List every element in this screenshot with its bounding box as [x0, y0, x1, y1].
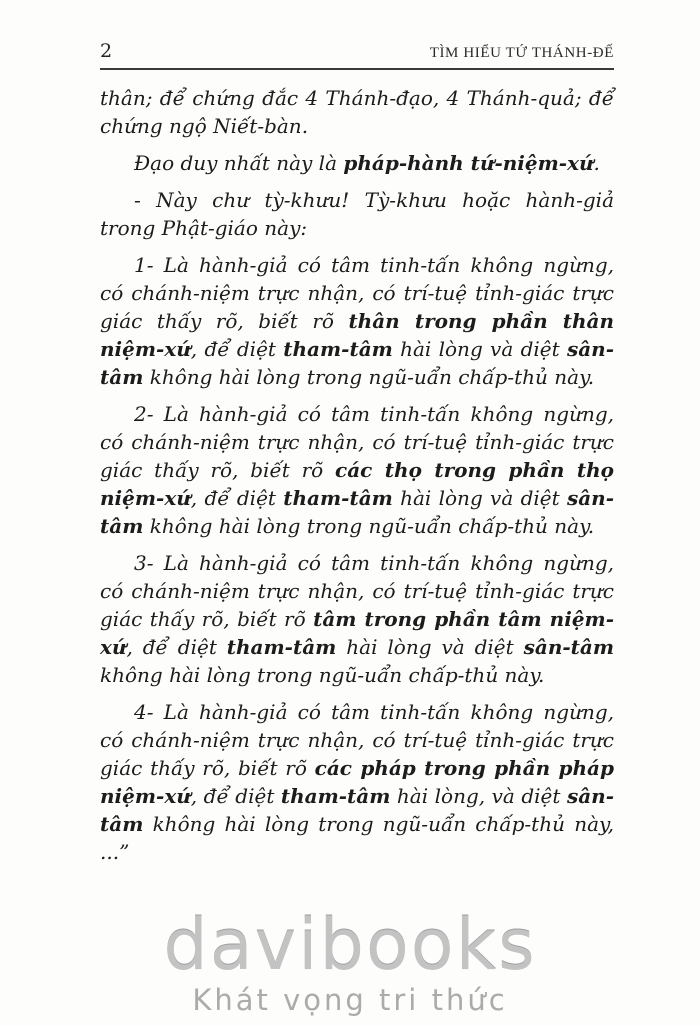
text-segment: 2- Là hành-giả có tâm tinh-tấn không ngừng, có chánh-niệm trực nhận, có trí-tuệ tỉnh-giác trực giác thấy rõ, biết rõ [100, 402, 614, 482]
text-segment: . [593, 151, 600, 175]
body-text [100, 84, 614, 866]
text-segment-bold: các pháp trong phần pháp niệm-xứ [100, 756, 614, 808]
watermark-logo: davibooks [163, 904, 537, 986]
text-segment: thân; để chứng đắc 4 Thánh-đạo, 4 Thánh-quả; để chứng ngộ Niết-bàn. [100, 86, 614, 138]
running-title: TÌM HIỂU TỨ THÁNH-ĐẾ [429, 45, 614, 61]
text-segment-bold: tham-tâm [226, 635, 337, 659]
text-segment-bold: tham-tâm [280, 784, 391, 808]
paragraph [100, 186, 614, 242]
text-segment: , để diệt [190, 486, 284, 510]
header-rule [100, 68, 614, 70]
text-segment: , để diệt [190, 784, 281, 808]
text-segment: 1- Là hành-giả có tâm tinh-tấn không ngừng, có chánh-niệm trực nhận, có trí-tuệ tỉnh-giác trực giác thấy rõ, biết rõ [100, 253, 614, 333]
text-segment: - Này chư tỳ-khưu! Tỳ-khưu hoặc hành-giả trong Phật-giáo này: [100, 188, 614, 240]
text-segment: Đạo duy nhất này là [134, 151, 344, 175]
text-segment-bold: sân-tâm [523, 635, 615, 659]
page-number: 2 [100, 40, 113, 62]
text-segment-bold: sân-tâm [100, 486, 615, 538]
page-content [100, 40, 614, 875]
text-segment: không hài lòng trong ngũ-uẩn chấp-thủ này. [100, 663, 545, 687]
text-segment: 3- Là hành-giả có tâm tinh-tấn không ngừng, có chánh-niệm trực nhận, có trí-tuệ tỉnh-giác trực giác thấy rõ, biết rõ [100, 551, 614, 631]
watermark [0, 904, 700, 1018]
text-segment-bold: sân-tâm [100, 784, 614, 836]
watermark-tagline: Khát vọng tri thức [192, 983, 508, 1017]
text-segment: không hài lòng trong ngũ-uẩn chấp-thủ này. [143, 365, 595, 389]
paragraph [100, 549, 614, 689]
text-segment-bold: thân trong phần thân niệm-xứ [100, 309, 614, 361]
paragraph [100, 149, 614, 177]
text-segment: hài lòng và diệt [392, 486, 567, 510]
page-header [100, 40, 614, 62]
text-segment: hài lòng và diệt [336, 635, 524, 659]
text-segment-bold: sân-tâm [100, 337, 615, 389]
text-segment: , để diệt [126, 635, 227, 659]
text-segment: hài lòng, và diệt [390, 784, 567, 808]
text-segment: không hài lòng trong ngũ-uẩn chấp-thủ này. [143, 514, 595, 538]
text-segment-bold: pháp-hành tứ-niệm-xứ [343, 151, 594, 175]
text-segment: 4- Là hành-giả có tâm tinh-tấn không ngừng, có chánh-niệm trực nhận, có trí-tuệ tỉnh-giác trực giác thấy rõ, biết rõ [100, 700, 614, 780]
text-segment-bold: tham-tâm [283, 337, 393, 361]
text-segment: , để diệt [190, 337, 284, 361]
paragraph [100, 400, 614, 540]
paragraph [100, 251, 614, 391]
text-segment-bold: các thọ trong phần thọ niệm-xứ [100, 458, 614, 510]
text-segment: hài lòng và diệt [392, 337, 567, 361]
text-segment: không hài lòng trong ngũ-uẩn chấp-thủ này, ...” [100, 812, 614, 864]
paragraph [100, 698, 614, 866]
text-segment-bold: tâm trong phần tâm niệm-xứ [100, 607, 615, 659]
paragraph [100, 84, 614, 140]
text-segment-bold: tham-tâm [283, 486, 393, 510]
